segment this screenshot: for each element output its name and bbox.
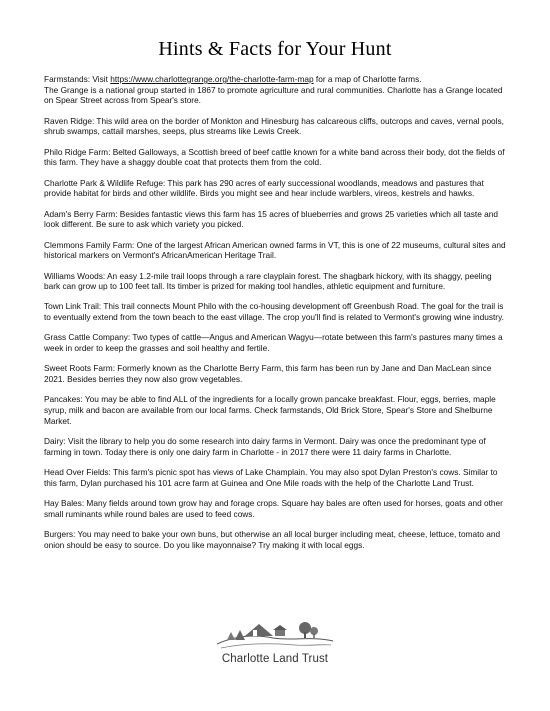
page-title: Hints & Facts for Your Hunt [158,38,392,60]
entry-clemmons-family-farm [44,240,506,261]
entry-williams-woods [44,271,506,292]
entry-farmstands-line1 [44,74,506,85]
entry-sweet-roots-farm [44,363,506,384]
entry-text: Philo Ridge Farm: Belted Galloways, a Scottish breed of beef cattle known for a white band across their body, dot the fields of this farm. They have a shaggy double coat that protects them from the cold. [44,146,505,168]
charlotte-land-trust-logo [0,614,550,665]
entry-text: Head Over Fields: This farm's picnic spot has views of Lake Champlain. You may also spot Dylan Preston's cows. Similar to this farm, Dylan purchased his 101 acre farm at Guinea and One Mile roads with the help of the Charlotte Land Trust. [44,467,498,488]
entry-hay-bales [44,498,506,519]
entry-charlotte-park [44,178,506,199]
entry-text: Raven Ridge: This wild area on the border of Monkton and Hinesburg has calcareous cliffs, outcrops and caves, vernal pools, shrub swamps, cattail marshes, seeps, plus streams like Lewis Creek. [44,115,504,137]
entry-text: Charlotte Park & Wildlife Refuge: This park has 290 acres of early successional woodlands, meadows and pastures that provide habitat for birds and other wildlife. Birds you might see and hear include warblers, vireos, kestrels and hawks. [44,177,484,199]
entry-text: Burgers: You may need to bake your own buns, but otherwise an all local burger including meat, cheese, lettuce, tomato and onion should be easy to source. Do you like mayonnaise? Try making it with local eggs. [44,528,501,550]
entry-town-link-trail [44,301,506,322]
entry-text: Grass Cattle Company: Two types of cattle—Angus and American Wagyu—rotate between this farm's pastures many times a week in order to keep the grasses and soil healthy and fertile. [44,332,503,354]
farmstands-suffix: for a map of Charlotte farms. [313,74,422,84]
entry-text: Sweet Roots Farm: Formerly known as the Charlotte Berry Farm, this farm has been run by Jane and Dan MacLean since 2021. Besides berries they now also grow vegetables. [44,363,492,385]
farmstands-prefix: Farmstands: Visit [44,74,111,84]
entry-philo-ridge-farm [44,147,506,168]
entry-text: Dairy: Visit the library to help you do some research into dairy farms in Vermont. Dairy was once the predominant type of farming in town. Today there is only one dairy farm in Charlotte - in 2017 there were 11 dairy farms in Charlotte. [44,436,486,457]
hints-list [44,74,506,560]
entry-text: Pancakes: You may be able to find ALL of the ingredients for a locally grown pancake breakfast. Flour, eggs, berries, maple syrup, milk and bacon are available from our local farms. Check farmstands, Old Brick Store, Spear's Store and Shelburne Market. [44,394,496,426]
farm-map-link[interactable]: https://www.charlottegrange.org/the-charlotte-farm-map [110,74,314,84]
entry-text: Clemmons Family Farm: One of the largest African American owned farms in VT, this is one of 22 museums, cultural sites and historical markers on Vermont's AfricanAmerican Heritage Trail. [44,239,506,261]
entry-farmstands-line2: The Grange is a national group started in 1867 to promote agriculture and rural communities. Charlotte has a Grange located on Spear Street across from Spear's store. [44,84,503,106]
entry-adams-berry-farm [44,209,506,230]
entry-raven-ridge [44,116,506,137]
entry-text: Hay Bales: Many fields around town grow hay and forage crops. Square hay bales are often used for horses, goats and other small ruminants while round bales are used to feed cows. [44,497,503,519]
landscape-icon [215,614,335,652]
entry-head-over-fields [44,467,506,488]
entry-pancakes [44,394,506,426]
entry-grass-cattle-company [44,332,506,353]
entry-burgers [44,529,506,550]
entry-farmstands [44,74,506,106]
entry-dairy [44,436,506,457]
entry-text: Williams Woods: An easy 1.2-mile trail loops through a rare clayplain forest. The shagbark hickory, with its shaggy, peeling bark can grow up to 100 feet tall. Its timber is prized for making tool handles, athletic equipment and furniture. [44,270,492,292]
logo-wordmark: Charlotte Land Trust [221,653,329,665]
entry-text: Adam's Berry Farm: Besides fantastic views this farm has 15 acres of blueberries and grows 25 varieties which all taste and look different. Be sure to ask which variety you picked. [44,208,498,230]
entry-text: Town Link Trail: This trail connects Mount Philo with the co-housing development off Greenbush Road. The goal for the trail is to eventually extend from the town beach to the east village. The crop you'll find is related to Vermont's growing wine industry. [44,301,504,323]
